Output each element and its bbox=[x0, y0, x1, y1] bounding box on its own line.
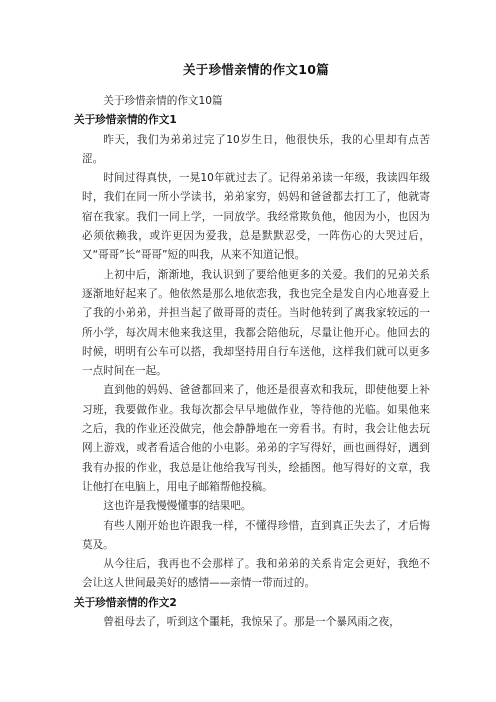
section-heading-1: 关于珍惜亲情的作文1 bbox=[74, 114, 177, 127]
document-title: 关于珍惜亲情的作文10篇 bbox=[183, 62, 329, 77]
document-subtitle: 关于珍惜亲情的作文10篇 bbox=[103, 95, 223, 107]
paragraph: 这也许是我慢慢懂事的结果吧。 bbox=[103, 500, 252, 513]
paragraph: 时间过得真快，一晃10年就过去了。记得弟弟读一年级，我读四年级时，我们在同一所小学读书，弟弟家穷，妈妈和爸爸都去打工了，他就寄宿在我家。我们一同上学，一同放学。我经常欺负他，他因为小，也因为必须依赖我，或许更因为爱我，总是默默忍受，一阵伤心的大哭过后，又“哥哥”长“哥哥”短的叫我，从来不知道记恨。 bbox=[82, 172, 430, 262]
section-heading-2: 关于珍惜亲情的作文2 bbox=[74, 596, 177, 609]
paragraph: 有些人刚开始也许跟我一样，不懂得珍惜，直到真正失去了，才后悔莫及。 bbox=[82, 519, 430, 551]
paragraph: 昨天，我们为弟弟过完了10岁生日，他很快乐，我的心里却有点苦涩。 bbox=[82, 133, 430, 165]
paragraph: 从今往后，我再也不会那样了。我和弟弟的关系肯定会更好，我绝不会让这人世间最美好的感情——亲情一带而过的。 bbox=[82, 558, 430, 590]
paragraph: 曾祖母去了，听到这个噩耗，我惊呆了。那是一个暴风雨之夜， bbox=[103, 616, 400, 629]
paragraph: 上初中后，渐渐地，我认识到了要给他更多的关爱。我们的兄弟关系逐渐地好起来了。他依然是那么地依恋我，我也完全是发自内心地喜爱上了我的小弟弟，并担当起了做哥哥的责任。当时他转到了离我家较远的一所小学，每次周末他来我这里，我都会陪他玩，尽量让他开心。他回去的时候，明明有公车可以搭，我却坚持用自行车送他，这样我们就可以更多一点时间在一起。 bbox=[82, 268, 430, 378]
paragraph: 直到他的妈妈、爸爸都回来了，他还是很喜欢和我玩，即使他要上补习班，我要做作业。我每次都会早早地做作业，等待他的光临。如果他来之后，我的作业还没做完，他会静静地在一旁看书。有时，我会让他去玩网上游戏，或者看适合他的小电影。弟弟的字写得好，画也画得好，遇到我有办报的作业，我总是让他给我写刊头，绘插图。他写得好的文章，我让他打在电脑上，用电子邮箱帮他投稿。 bbox=[82, 384, 430, 493]
